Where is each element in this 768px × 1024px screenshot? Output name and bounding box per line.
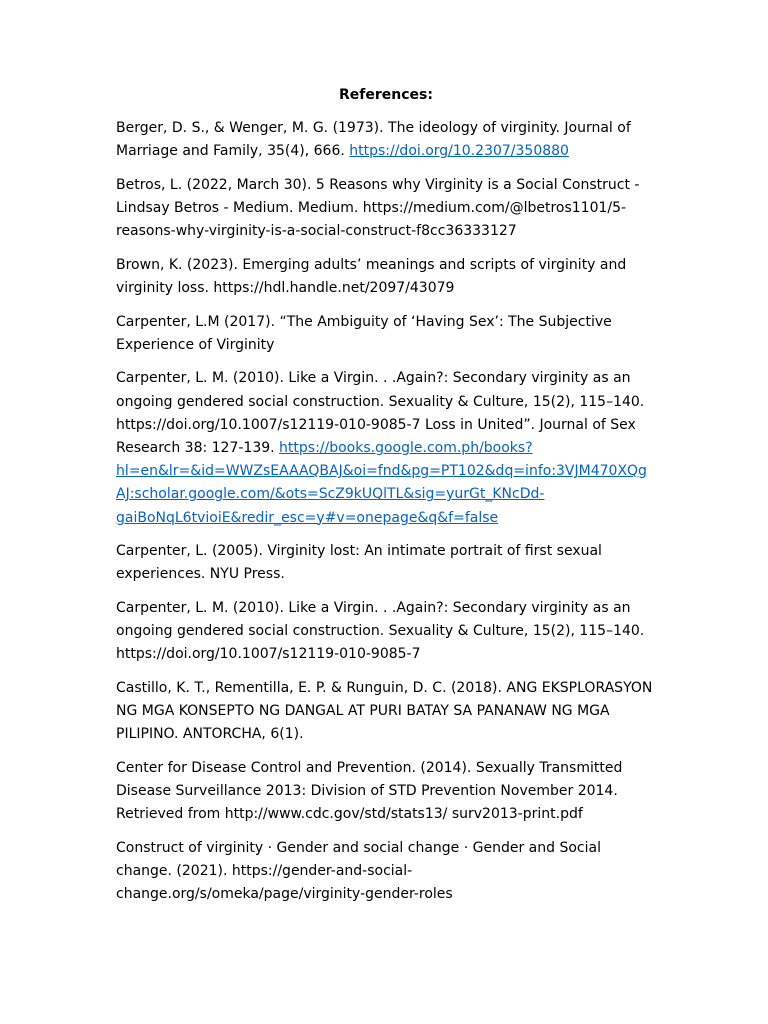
reference-entry-carpenter-2005	[116, 540, 656, 586]
reference-text: Carpenter, L. M. (2010). Like a Virgin. . .Again?: Secondary virginity as an ongoing gendered social construction. Sexuality & Culture, 15(2), 115–140. https://doi.org/10.1007/s12119-010-9085-7 Loss in United”. Journal of Sex Research 38: 127-139.	[116, 370, 645, 456]
reference-link-doi[interactable]: https://doi.org/10.2307/350880	[349, 143, 569, 160]
reference-entry-carpenter-2010-b	[116, 597, 656, 667]
reference-entry-brown	[116, 254, 656, 300]
references-page	[116, 84, 656, 917]
reference-text: Carpenter, L. M. (2010). Like a Virgin. . .Again?: Secondary virginity as an ongoing gendered social construction. Sexuality & Culture, 15(2), 115–140. https://doi.org/10.1007/s12119-010-9085-7	[116, 600, 645, 663]
reference-text: Brown, K. (2023). Emerging adults’ meanings and scripts of virginity and virginity loss. https://hdl.handle.net/2097/43079	[116, 256, 627, 296]
reference-text: Betros, L. (2022, March 30). 5 Reasons why Virginity is a Social Construct - Lindsay Betros - Medium. Medium. https://medium.com/@lbetros1101/5-reasons-why-virginity-is-a-social-construct-f8cc36333127	[116, 176, 640, 240]
reference-text: Berger, D. S., & Wenger, M. G. (1973). The ideology of virginity. Journal of Marriage and Family, 35(4), 666.	[116, 120, 631, 160]
page-title: References:	[339, 87, 433, 103]
reference-text: Castillo, K. T., Rementilla, E. P. & Runguin, D. C. (2018). ANG EKSPLORASYON NG MGA KONSEPTO NG DANGAL AT PURI BATAY SA PANANAW NG MGA PILIPINO. ANTORCHA, 6(1).	[116, 680, 653, 743]
reference-text: Carpenter, L. (2005). Virginity lost: An intimate portrait of first sexual experiences. NYU Press.	[116, 543, 602, 583]
reference-entry-berger	[116, 117, 656, 163]
reference-entry-betros	[116, 174, 656, 244]
reference-text: Construct of virginity · Gender and social change · Gender and Social change. (2021). https://gender-and-social-change.org/s/omeka/page/virginity-gender-roles	[116, 840, 601, 903]
reference-entry-carpenter-2010-a	[116, 367, 656, 529]
reference-text: Carpenter, L.M (2017). “The Ambiguity of ‘Having Sex’: The Subjective Experience of Virginity	[116, 313, 612, 353]
reference-entry-castillo	[116, 677, 656, 747]
reference-text: Center for Disease Control and Prevention. (2014). Sexually Transmitted Disease Surveillance 2013: Division of STD Prevention November 2014. Retrieved from http://www.cdc.gov/std/stats13/ surv2013-print.pdf	[116, 760, 623, 823]
reference-entry-carpenter-2017	[116, 311, 656, 357]
reference-entry-cdc	[116, 757, 656, 827]
reference-entry-construct-of-virginity	[116, 837, 656, 907]
reference-link-google-books[interactable]: https://books.google.com.ph/books?hl=en&lr=&id=WWZsEAAAQBAJ&oi=fnd&pg=PT102&dq=info:3VJM470XQgAJ:scholar.google.com/&ots=ScZ9kUQlTL&sig=yurGt_KNcDd-gaiBoNqL6tvioiE&redir_esc=y#v=onepage&q&f=false	[116, 440, 647, 526]
